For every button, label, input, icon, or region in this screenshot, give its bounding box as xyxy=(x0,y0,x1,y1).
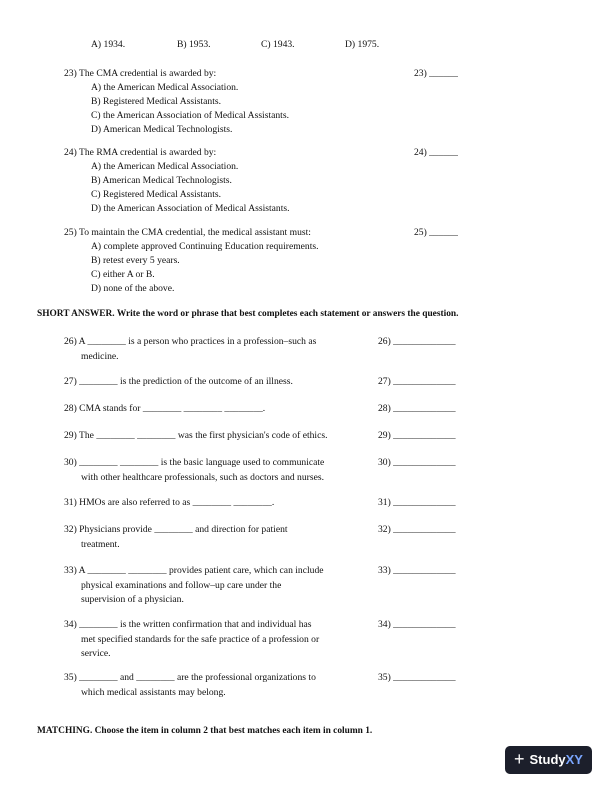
option: D) none of the above. xyxy=(91,283,175,294)
answer-blank[interactable]: 24) ______ xyxy=(414,147,458,158)
brand-name xyxy=(530,753,583,768)
question-text: 25) To maintain the CMA credential, the medical assistant must: xyxy=(64,227,311,238)
option: C) either A or B. xyxy=(91,269,155,280)
sa-line: 26) A ________ is a person who practices in a profession–such as xyxy=(64,336,317,347)
sa-answer-29[interactable]: 29) _____________ xyxy=(378,430,456,441)
option: C) Registered Medical Assistants. xyxy=(91,189,222,200)
sa-answer-35[interactable]: 35) _____________ xyxy=(378,672,456,683)
plus-icon: + xyxy=(514,749,525,769)
brand-name-b: XY xyxy=(565,751,583,767)
sa-line: 29) The ________ ________ was the first physician's code of ethics. xyxy=(64,430,328,441)
sa-line: met specified standards for the safe practice of a profession or xyxy=(81,633,320,645)
sa-question-28 xyxy=(64,402,364,417)
sa-answer-26[interactable]: 26) _____________ xyxy=(378,336,456,347)
sa-line: 35) ________ and ________ are the professional organizations to xyxy=(64,672,316,683)
question-text: 23) The CMA credential is awarded by: xyxy=(64,68,217,79)
option: C) the American Association of Medical Assistants. xyxy=(91,110,289,121)
choice-d: D) 1975. xyxy=(345,39,380,50)
matching-heading: MATCHING. Choose the item in column 2 that best matches each item in column 1. xyxy=(37,726,373,736)
top-choices xyxy=(0,38,612,53)
sa-line: 28) CMA stands for ________ ________ ________. xyxy=(64,403,266,414)
sa-question-31 xyxy=(64,496,364,511)
sa-question-29 xyxy=(64,429,364,444)
sa-line: physical examinations and follow–up care under the xyxy=(81,579,282,591)
choice-c: C) 1943. xyxy=(261,39,295,50)
sa-question-33 xyxy=(64,564,364,608)
option: B) American Medical Technologists. xyxy=(91,175,232,186)
brand-name-a: Study xyxy=(529,751,566,767)
sa-line: 34) ________ is the written confirmation that and individual has xyxy=(64,619,312,630)
option: D) the American Association of Medical Assistants. xyxy=(91,203,290,214)
sa-answer-33[interactable]: 33) _____________ xyxy=(378,565,456,576)
choice-b: B) 1953. xyxy=(177,39,211,50)
sa-line: service. xyxy=(81,648,111,659)
answer-blank[interactable]: 23) ______ xyxy=(414,68,458,79)
sa-question-32 xyxy=(64,523,364,552)
question-text: 24) The RMA credential is awarded by: xyxy=(64,147,217,158)
option: D) American Medical Technologists. xyxy=(91,124,233,135)
sa-answer-30[interactable]: 30) _____________ xyxy=(378,457,456,468)
sa-answer-27[interactable]: 27) _____________ xyxy=(378,376,456,387)
sa-question-35 xyxy=(64,671,364,700)
option: A) the American Medical Association. xyxy=(91,161,239,172)
sa-question-30 xyxy=(64,456,364,485)
sa-question-27 xyxy=(64,375,364,390)
option: A) complete approved Continuing Education requirements. xyxy=(91,241,319,252)
sa-answer-32[interactable]: 32) _____________ xyxy=(378,524,456,535)
sa-line: medicine. xyxy=(81,350,119,362)
sa-answer-31[interactable]: 31) _____________ xyxy=(378,497,456,508)
sa-line: 33) A ________ ________ provides patient care, which can include xyxy=(64,565,324,576)
choice-a: A) 1934. xyxy=(91,39,126,50)
sa-line: which medical assistants may belong. xyxy=(81,686,226,698)
short-answer-heading: SHORT ANSWER. Write the word or phrase that best completes each statement or answers the question. xyxy=(37,309,459,319)
sa-line: 27) ________ is the prediction of the outcome of an illness. xyxy=(64,376,293,387)
sa-answer-28[interactable]: 28) _____________ xyxy=(378,403,456,414)
sa-question-26 xyxy=(64,335,364,364)
sa-line: 32) Physicians provide ________ and direction for patient xyxy=(64,524,288,535)
option: B) Registered Medical Assistants. xyxy=(91,96,222,107)
option: B) retest every 5 years. xyxy=(91,255,180,266)
sa-question-34 xyxy=(64,618,364,662)
sa-line: treatment. xyxy=(81,538,120,550)
answer-blank[interactable]: 25) ______ xyxy=(414,227,458,238)
studyxy-logo[interactable] xyxy=(505,746,592,774)
sa-line: 31) HMOs are also referred to as ________ ________. xyxy=(64,497,275,508)
sa-answer-34[interactable]: 34) _____________ xyxy=(378,619,456,630)
option: A) the American Medical Association. xyxy=(91,82,239,93)
sa-line: supervision of a physician. xyxy=(81,594,184,605)
sa-line: with other healthcare professionals, such as doctors and nurses. xyxy=(81,471,324,483)
sa-line: 30) ________ ________ is the basic language used to communicate xyxy=(64,457,325,468)
